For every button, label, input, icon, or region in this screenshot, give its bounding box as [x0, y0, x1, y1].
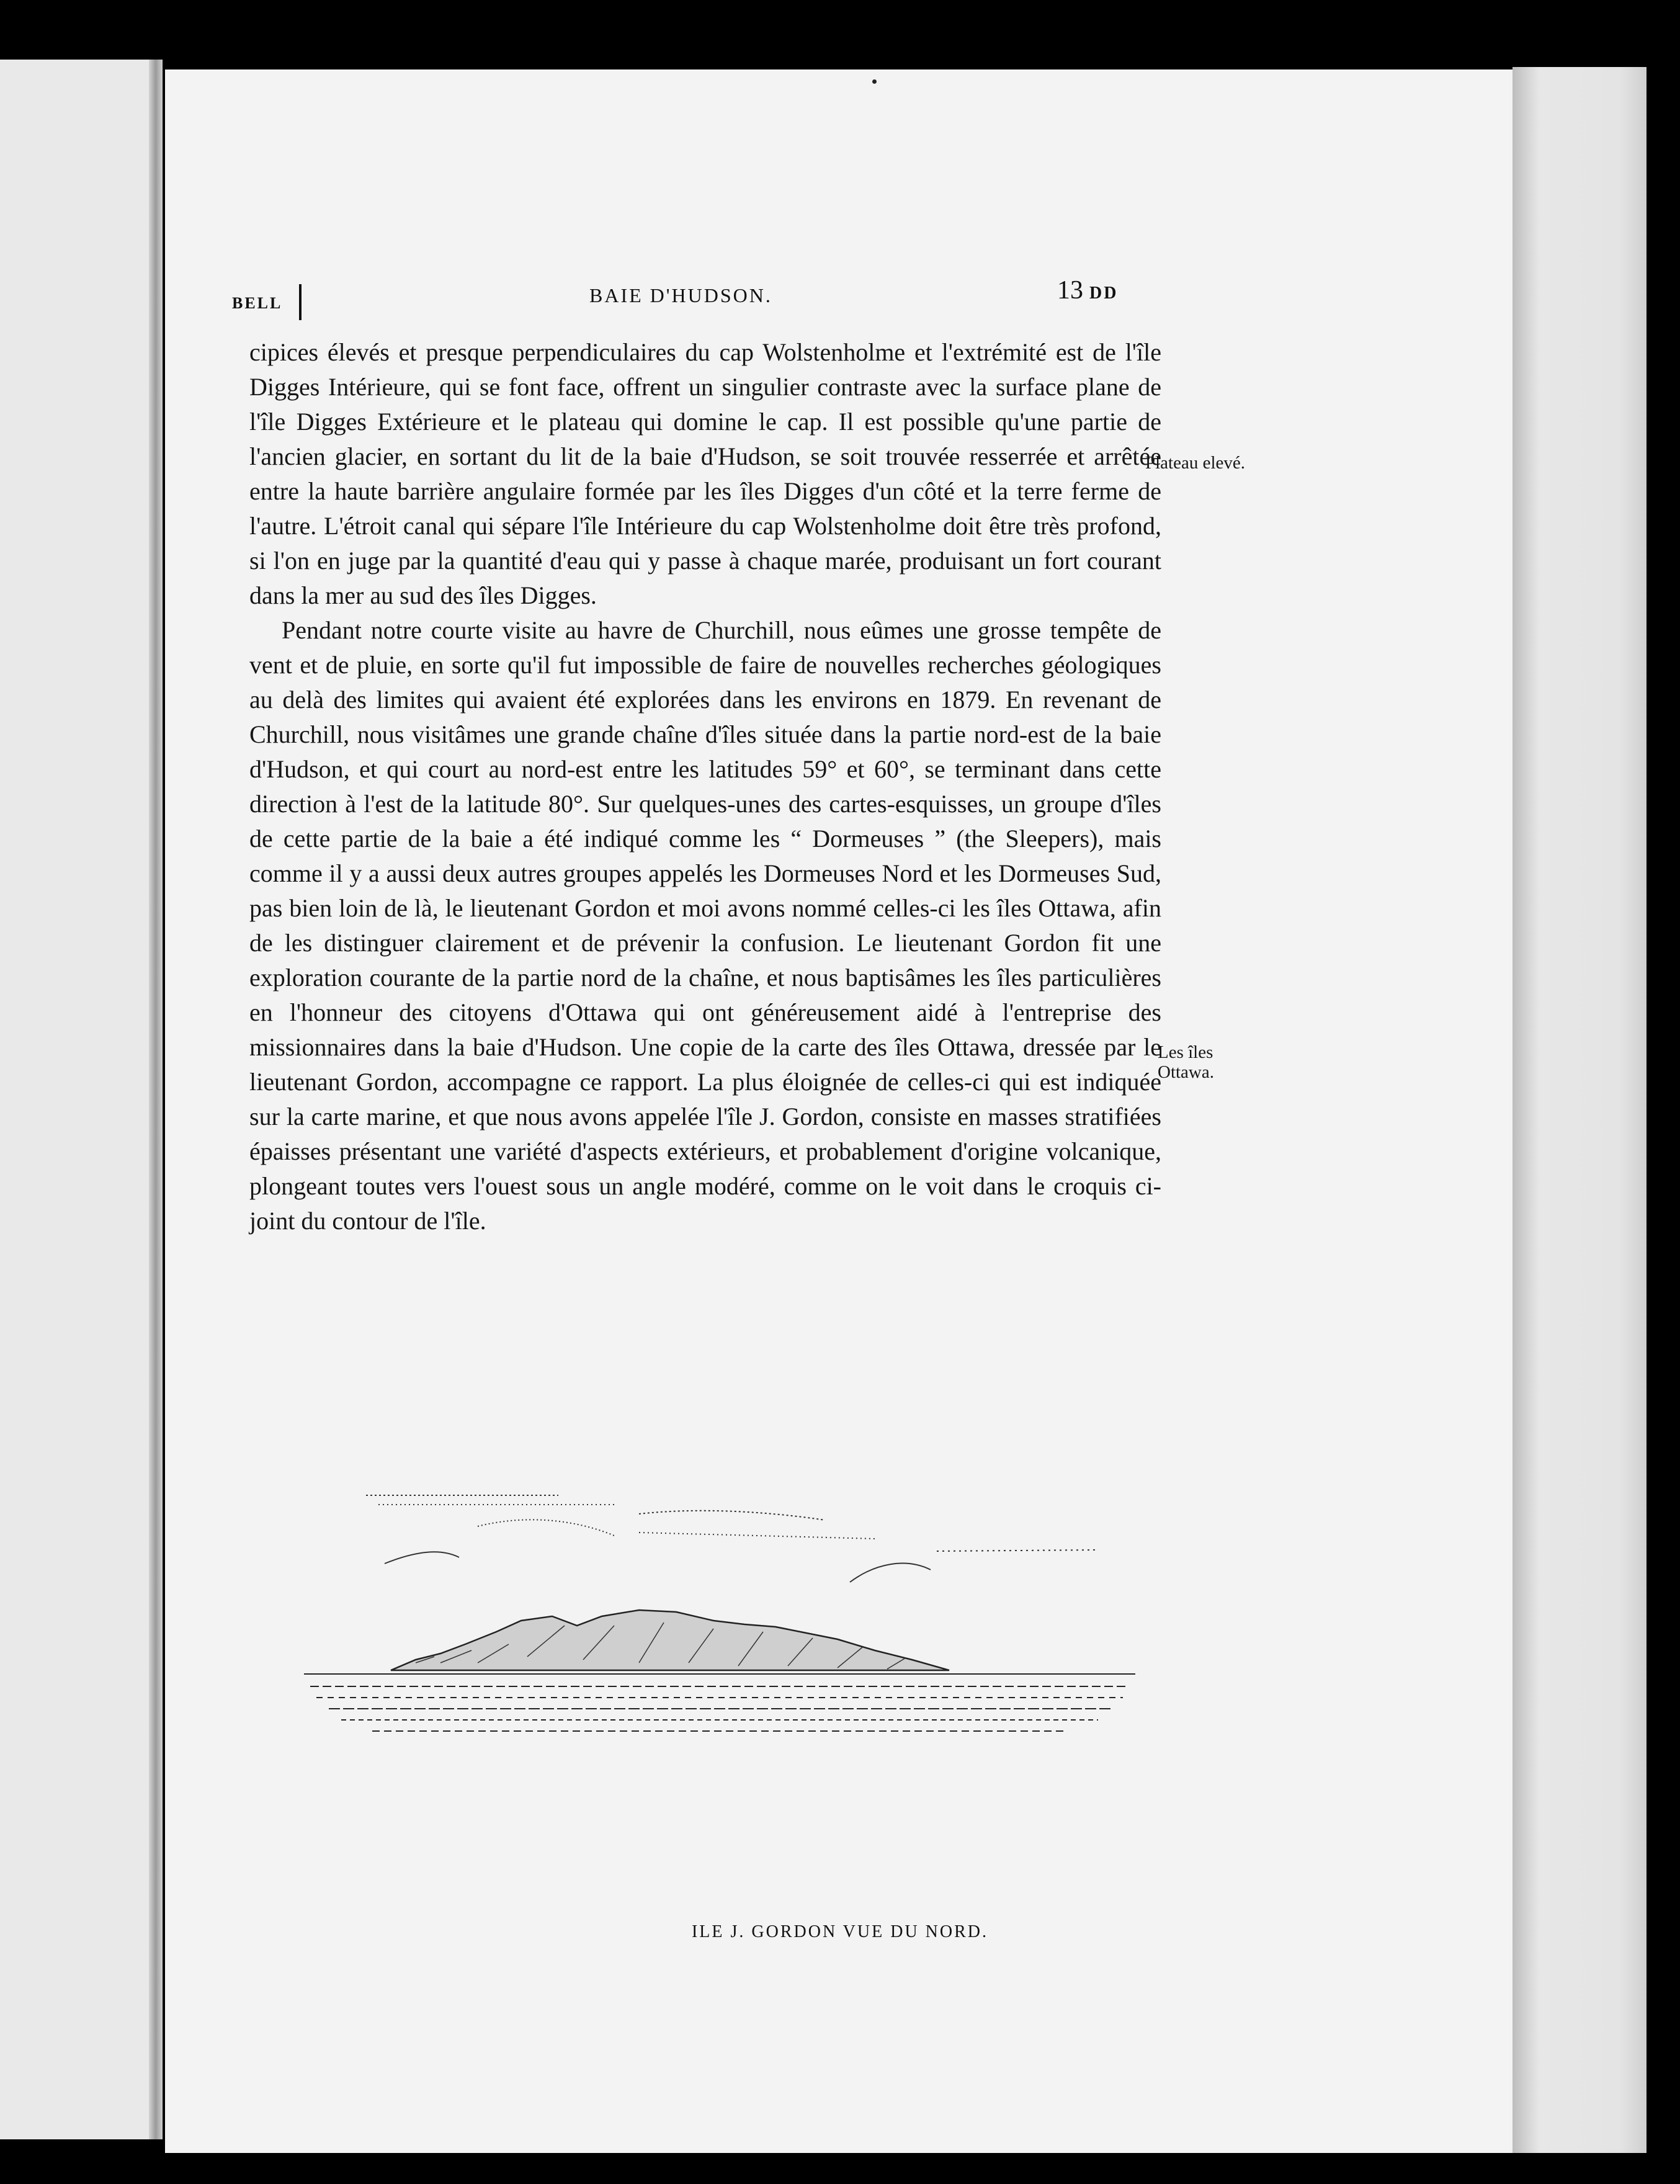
running-head-author: BELL: [232, 294, 283, 312]
running-head-bracket: [299, 284, 302, 320]
right-page-edge: [1512, 67, 1646, 2153]
margin-note-plateau: Plateau elevé.: [1145, 453, 1246, 473]
sea-lines: [304, 1674, 1135, 1731]
page-number-suffix: DD: [1089, 284, 1119, 303]
figure-caption: ILE J. GORDON VUE DU NORD.: [691, 1922, 989, 1941]
margin-note-ottawa-line2: Ottawa.: [1158, 1062, 1214, 1082]
paragraph-1: cipices élevés et presque perpendiculaires du cap Wolstenholme et l'extrémité est de l'île Digges Intérieure, qui se font face, offrent un singulier contraste avec la surface plane de l'île Digges Extérieure et le plateau qui domine le cap. Il est possible qu'une partie de l'ancien glacier, en sortant du lit de la baie d'Hudson, se soit trouvée resserrée et arrêtée entre la haute barrière angulaire formée par les îles Digges d'un côté et la terre ferme de l'autre. L'étroit canal qui sépare l'île Intérieure du cap Wolstenholme doit être très profond, si l'on en juge par la quantité d'eau qui y passe à chaque marée, produisant un fort courant dans la mer au sud des îles Digges.: [249, 338, 1161, 609]
body-text: [249, 335, 1161, 1238]
page-number-value: 13: [1057, 276, 1083, 305]
island-outline: [391, 1610, 949, 1670]
paragraph-2: Pendant notre courte visite au havre de Churchill, nous eûmes une grosse tempête de vent et de pluie, en sorte qu'il fut impossible de faire de nouvelles recherches géologiques au delà des limites qui avaient été explorées dans les environs en 1879. En revenant de Churchill, nous visitâmes une grande chaîne d'îles située dans la partie nord-est de la baie d'Hudson, et qui court au nord-est entre les latitudes 59° et 60°, se terminant dans cette direction à l'est de la latitude 80°. Sur quelques-unes des cartes-esquisses, un groupe d'îles de cette partie de la baie a été indiqué comme les “ Dormeuses ” (the Sleepers), mais comme il y a aussi deux autres groupes appelés les Dormeuses Nord et les Dormeuses Sud, pas bien loin de là, le lieutenant Gordon et moi avons nommé celles-ci les îles Ottawa, afin de les distinguer clairement et de prévenir la confusion. Le lieutenant Gordon fit une exploration courante de la partie nord de la chaîne, et nous baptisâmes les îles particulières en l'honneur des citoyens d'Ottawa qui ont généreusement aidé à l'entreprise des missionnaires dans la baie d'Hudson. Une copie de la carte des îles Ottawa, dressée par le lieutenant Gordon, accompagne ce rapport. La plus éloignée de celles-ci qui est indiquée sur la carte marine, et que nous avons appelée l'île J. Gordon, consiste en masses stratifiées épaisses présentant une variété d'aspects extérieurs, et probablement d'origine volcanique, plongeant toutes vers l'ouest sous un angle modéré, comme on le voit dans le croquis ci-joint du contour de l'île.: [249, 616, 1161, 1235]
margin-note-ottawa-line1: Les îles: [1158, 1042, 1213, 1062]
running-head-title: BAIE D'HUDSON.: [589, 284, 772, 307]
page-number: [1057, 275, 1118, 305]
book-gutter: [149, 60, 163, 2139]
island-sketch: [292, 1477, 1148, 1737]
margin-note-ottawa: [1158, 1042, 1244, 1082]
page-speck: [872, 79, 877, 84]
sky-clouds: [366, 1495, 1098, 1582]
left-page-edge: [0, 60, 155, 2139]
